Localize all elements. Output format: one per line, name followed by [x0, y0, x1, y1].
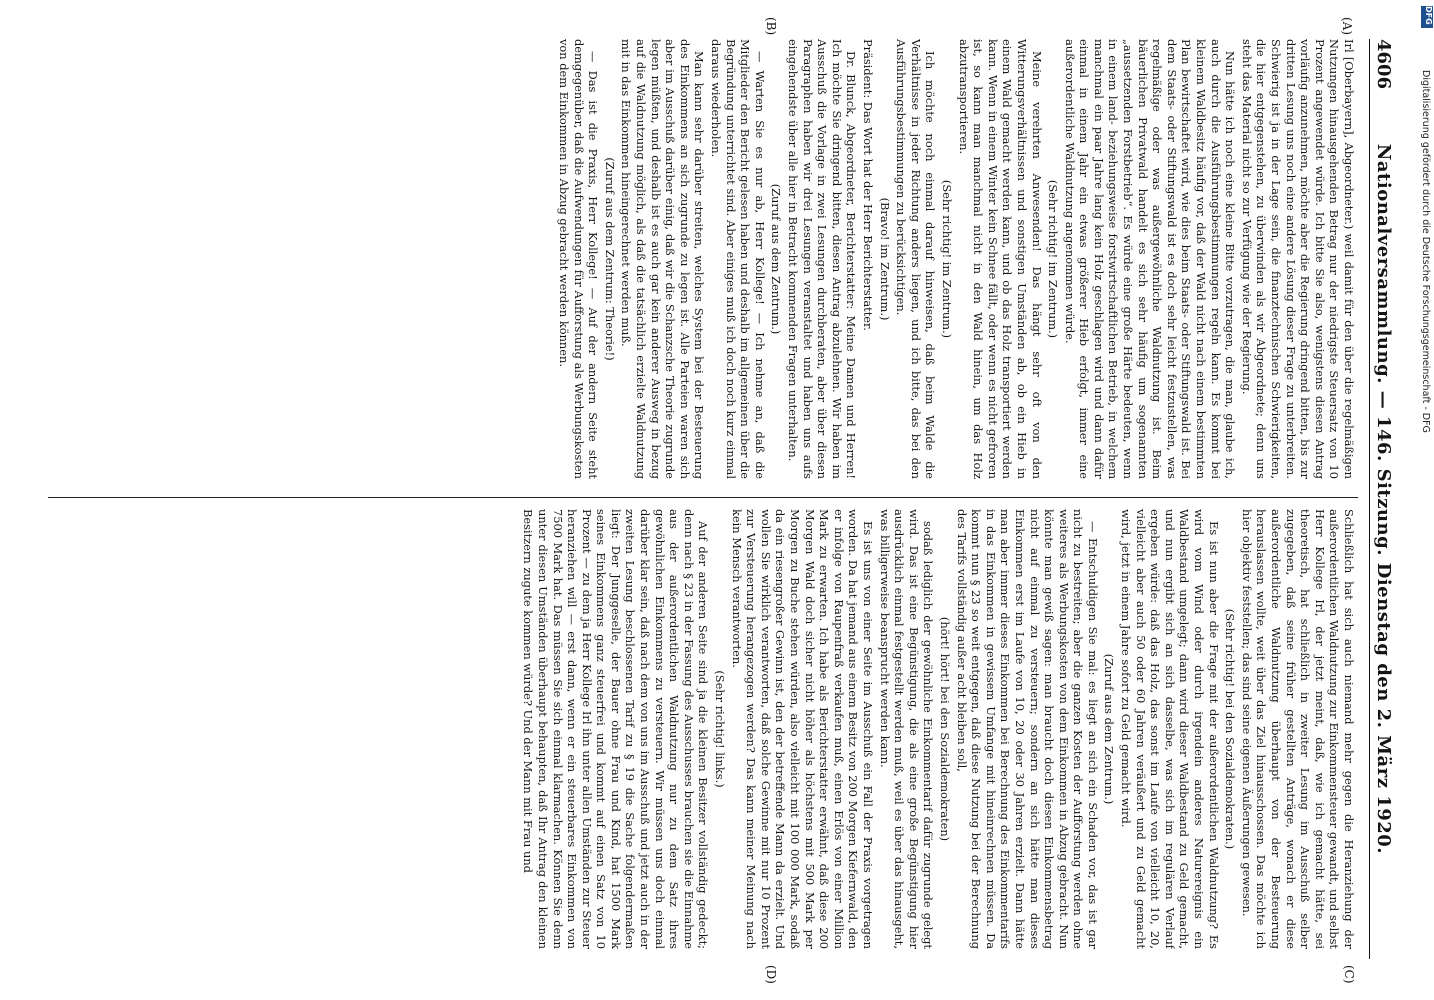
- interjection-text: (Sehr richtig! im Zentrum.): [1046, 179, 1061, 339]
- interjection-text: (hört! hört! bei den Sozialdemokraten): [937, 616, 952, 842]
- column-divider: [48, 497, 1358, 498]
- paragraph: Nun hätte ich noch eine kleine Bitte vorzutragen, die man, glaube ich, auch durch die Ausführungsbestimmungen regeln kann. Es kommt bei kleinem Waldbesitz häufig vor, daß der Wald nicht nach einem bestimmten Plan bewirtschaftet wird, wie dies beim Staats- oder Stiftungswald ist. Bei dem Staats- oder Stiftungswald ist es doch sehr leicht festzustellen, was regelmäßige oder was außergewöhnliche Waldnutzung ist. Beim bäuerlichen Privatwald handelt es sich sehr häufig um sogenannten „aussetzenden Forstbetrieb“. Es würde eine große Härte bedeuten, wenn in einem land- beziehungsweise forstwirtschaftlichen Betrieb, in welchem manchmal ein paar Jahre lang kein Holz geschlagen wird und dann dafür einmal in einem Jahr ein etwas größerer Hieb erfolgt, immer eine außerordentliche Waldnutzung angenommen würde.: [1062, 39, 1238, 479]
- page-header: [1366, 39, 1400, 959]
- margin-marker-b: (B): [764, 17, 778, 36]
- page-title: Nationalversammlung. — 146. Sitzung. Dienstag den 2. März 1920.: [1373, 143, 1394, 855]
- paragraph: Ich möchte noch einmal darauf hinweisen, daß beim Walde die Verhältnisse in jeder Richtung anders liegen, und ich bitte, das bei den Ausführungsbestimmungen zu berücksichtigen.: [894, 39, 938, 479]
- dfg-badge-text: DFG: [1424, 6, 1433, 25]
- paragraph: Irl [Oberbayern], Abgeordneter.) weil damit für den über die regelmäßigen Nutzungen hinausgehenden Betrag nur der niedrigste Steuersatz von 10 Prozent angewendet würde. Ich bitte Sie also, wenigstens diesen Antrag vorläufig anzunehmen, möchte aber die Regierung dringend bitten, bis zur dritten Lesung uns noch eine andere Lösung dieser Frage zu unterbreiten. Schwierig ist ja in der Lage sein, die finanztechnischen Schwierigkeiten, die hier entgegenstehen, zu überwinden als wir Abgeordnete; denn uns steht das Material nicht so zur Verfügung wie der Regierung.: [1239, 39, 1356, 479]
- interjection-text: (Sehr richtig! links.): [713, 670, 728, 788]
- margin-marker-c: (C): [1342, 965, 1356, 984]
- interjection-text: (Zuruf aus dem Zentrum: Theorie!): [602, 157, 617, 361]
- rotated-page-content: [8, 15, 1418, 985]
- header-rule: [1369, 39, 1370, 959]
- interjection-text: (Bravo! im Zentrum.): [877, 197, 892, 321]
- paragraph: Meine verehrten Anwesenden! Das hängt sehr oft von den Witterungsverhältnissen und sonstigen Umständen ab, ob ein Hieb in einem Wald gemacht werden kann, und ob das Holz transportiert werden kann. Wenn in einem Winter kein Schnee fällt, oder wenn es nicht gefroren ist, so kann man manchmal nicht in den Wald hinein, um das Holz abzutransportieren.: [956, 39, 1044, 479]
- digitization-note-text: Digitalisierung gefördert durch die Deutsche Forschungsgemeinschaft - DFG: [1420, 70, 1431, 433]
- interjection-text: (Zuruf aus dem Zentrum.): [769, 183, 784, 335]
- paragraph: Es ist nun aber die Frage mit der außerordentlichen Waldnutzung? Es wird vom Wind oder durch irgendein anderes Naturereignis ein Waldbestand umgelegt; dann wird dieser Waldbestand zu Geld gemacht, und nun ergibt sich an sich dasselbe, was sich im regulären Verlauf ergeben würde: daß das Holz, das sonst im Laufe von vielleicht 10, 20, vielleicht aber auch 50 oder 60 Jahren veräußert und zu Geld gemacht wird, jetzt in einem Jahre sofort zu Geld gemacht wird.: [1119, 509, 1221, 949]
- dfg-logo-badge: [1421, 6, 1433, 28]
- paragraph: Schließlich hat sich auch niemand mehr gegen die Heranziehung der außerordentlichen Waldnutzung zur Einkommensteuer gewandt, und selbst Herr Kollege Irl, der jetzt meint, daß, wie ich gemacht hätte, sei theoretisch, hat schließlich in zweiter Lesung im Ausschuß selber zugegeben, daß seine früher gestellten Anträge, wonach er diese außerordentliche Waldnutzung überhaupt von der Besteuerung herauslassen wollte, weit über das Ziel hinausschossen. Das möchte ich hier objektiv feststellen; das sind seine eigenen Äußerungen gewesen.: [1239, 509, 1356, 949]
- paragraph: Es ist uns von einer Seite im Ausschuß ein Fall der Praxis vorgetragen worden. Da hat jemand aus einem Besitz von 200 Morgen Kiefernwald, den er infolge von Raupenfraß verkaufen muß, einen Erlös von einer Million Mark zu erwarten. Ich habe als Berichterstatter erwähnt, daß diese 200 Morgen Wald doch sicher nicht höher als höchstens mit 500 Mark per Morgen zu Buche stehen würden, also vielleicht mit 100 000 Mark, sodaß da ein riesengroßer Gewinn ist, den der betreffende Mann da erzielt. Und wollen Sie wirklich verantworten, daß solche Gewinne mit nur 10 Prozent zur Versteuerung herangezogen werden? Das kann meiner Meinung nach kein Mensch verantworten.: [729, 509, 875, 949]
- digitization-note: [1420, 70, 1434, 1000]
- paragraph: Auf der anderen Seite sind ja die kleinen Besitzer vollständig gedeckt; denn nach § 23 in der Fassung des Ausschusses brauchen sie die Einnahme aus der außerordentlichen Waldnutzung nur zu dem Satz ihres gewöhnlichen Einkommens zu versteuern. Wir müssen uns doch einmal darüber klar sein, daß nach dem von uns im Ausschuß und jetzt auch in der zweiten Lesung beschlossenen Tarif zu § 19 die Sache folgendermaßen liegt: Der Junggeselle, der Bauer ohne Frau und Kind, hat 1500 Mark seines Einkommens ganz steuerfrei und kommt auf einen Satz von 10 Prozent — zu dem ja Herr Kollege Irl ihn unter allen Umständen zur Steuer heranziehen will — erst dann, wenn er ein steuerbares Einkommen von 7500 Mark hat. Das müssen Sie sich einmal klarmachen. Können Sie denn unter diesen Umständen überhaupt behaupten, daß Ihr Antrag den kleinen Besitzern zugute kommen würde? Und der Mann mit Frau und: [521, 509, 711, 949]
- paragraph: — Das ist die Praxis, Herr Kollege! — Auf der andern Seite steht demgegenüber, daß die Aufwendungen für Aufforstung als Werbungskosten von dem Einkommen in Abzug gebracht werden können.: [557, 39, 601, 479]
- paragraph: Präsident: Das Wort hat der Herr Berichterstatter.: [861, 39, 875, 331]
- right-text-column: [38, 509, 1356, 949]
- interjection-text: (Sehr richtig! im Zentrum.): [939, 179, 954, 339]
- interjection-text: (Zuruf aus dem Zentrum.): [1102, 653, 1117, 805]
- interjection-text: (Sehr richtig! bei den Sozialdemokraten.): [1223, 608, 1238, 850]
- paragraph: — Warten Sie es nur ab, Herr Kollege! — Ich nehme an, daß die Mitglieder den Bericht gelesen haben und deshalb im allgemeinen über die Begründung unterrichtet sind. Aber einiges muß ich doch noch kurz einmal daraus wiederholen.: [709, 39, 767, 479]
- paragraph: Dr. Blunck, Abgeordneter, Berichterstatter: Meine Damen und Herren! Ich möchte Sie dringend bitten, diesen Antrag abzulehnen. Wir haben im Ausschuß die Vorlage in zwei Lesungen durchberaten, aber über diesen Paragraphen haben wir drei Lesungen veranstaltet und haben uns aufs eingehendste über alle hier in Betracht kommenden Fragen unterhalten.: [786, 39, 859, 479]
- margin-marker-a: (A): [1340, 17, 1354, 36]
- page-number: 4606: [1373, 39, 1394, 90]
- paragraph: Man kann sehr darüber streiten, welches System bei der Besteuerung des Einkommens an sich zugrunde zu legen ist. Alle Parteien waren sich aber im Ausschuß darüber einig, daß wir die Schanzsche Theorie zugrunde legen müßten, und deshalb ist es auch gar kein anderer Ausweg in bezug auf die Waldnutzung möglich, als daß die tatsächlich erzielte Waldnutzung mit in das Einkommen hineingerechnet werden muß.: [619, 39, 707, 479]
- margin-marker-d: (D): [764, 965, 778, 984]
- left-text-column: [38, 39, 1356, 479]
- paragraph: sodaß lediglich der gewöhnliche Einkommentarif dafür zugrunde gelegt wird. Das ist eine Begünstigung, die als eine große Begünstigung hier ausdrücklich einmal festgestellt werden muß, weil es über das hinausgeht, was billigerweise beansprucht werden kann.: [877, 509, 936, 949]
- paragraph: — Entschuldigen Sie mal: es liegt an sich ein Schaden vor, das ist gar nicht zu bestreiten; aber die ganzen Kosten der Aufforstung werden ohne weiteres als Werbungskosten von dem Einkommen in Abzug gebracht. Nun könnte man gewiß sagen: man braucht doch diesen Einkommensbetrag nicht auf einmal zu versteuern; sondern an sich hätte man dieses Einkommen erst im Laufe von 10, 20 oder 30 Jahren erzielt. Dann hätte man aber immer dieses Einkommen bei Berechnung des Einkommentarifs in das Einkommen in gewissem Umfange mit hineinrechnen müssen. Da kommt nun § 23 so weit entgegen, daß diese Nutzung bei der Berechnung des Tarifs vollständig außer acht bleiben soll,: [954, 509, 1100, 949]
